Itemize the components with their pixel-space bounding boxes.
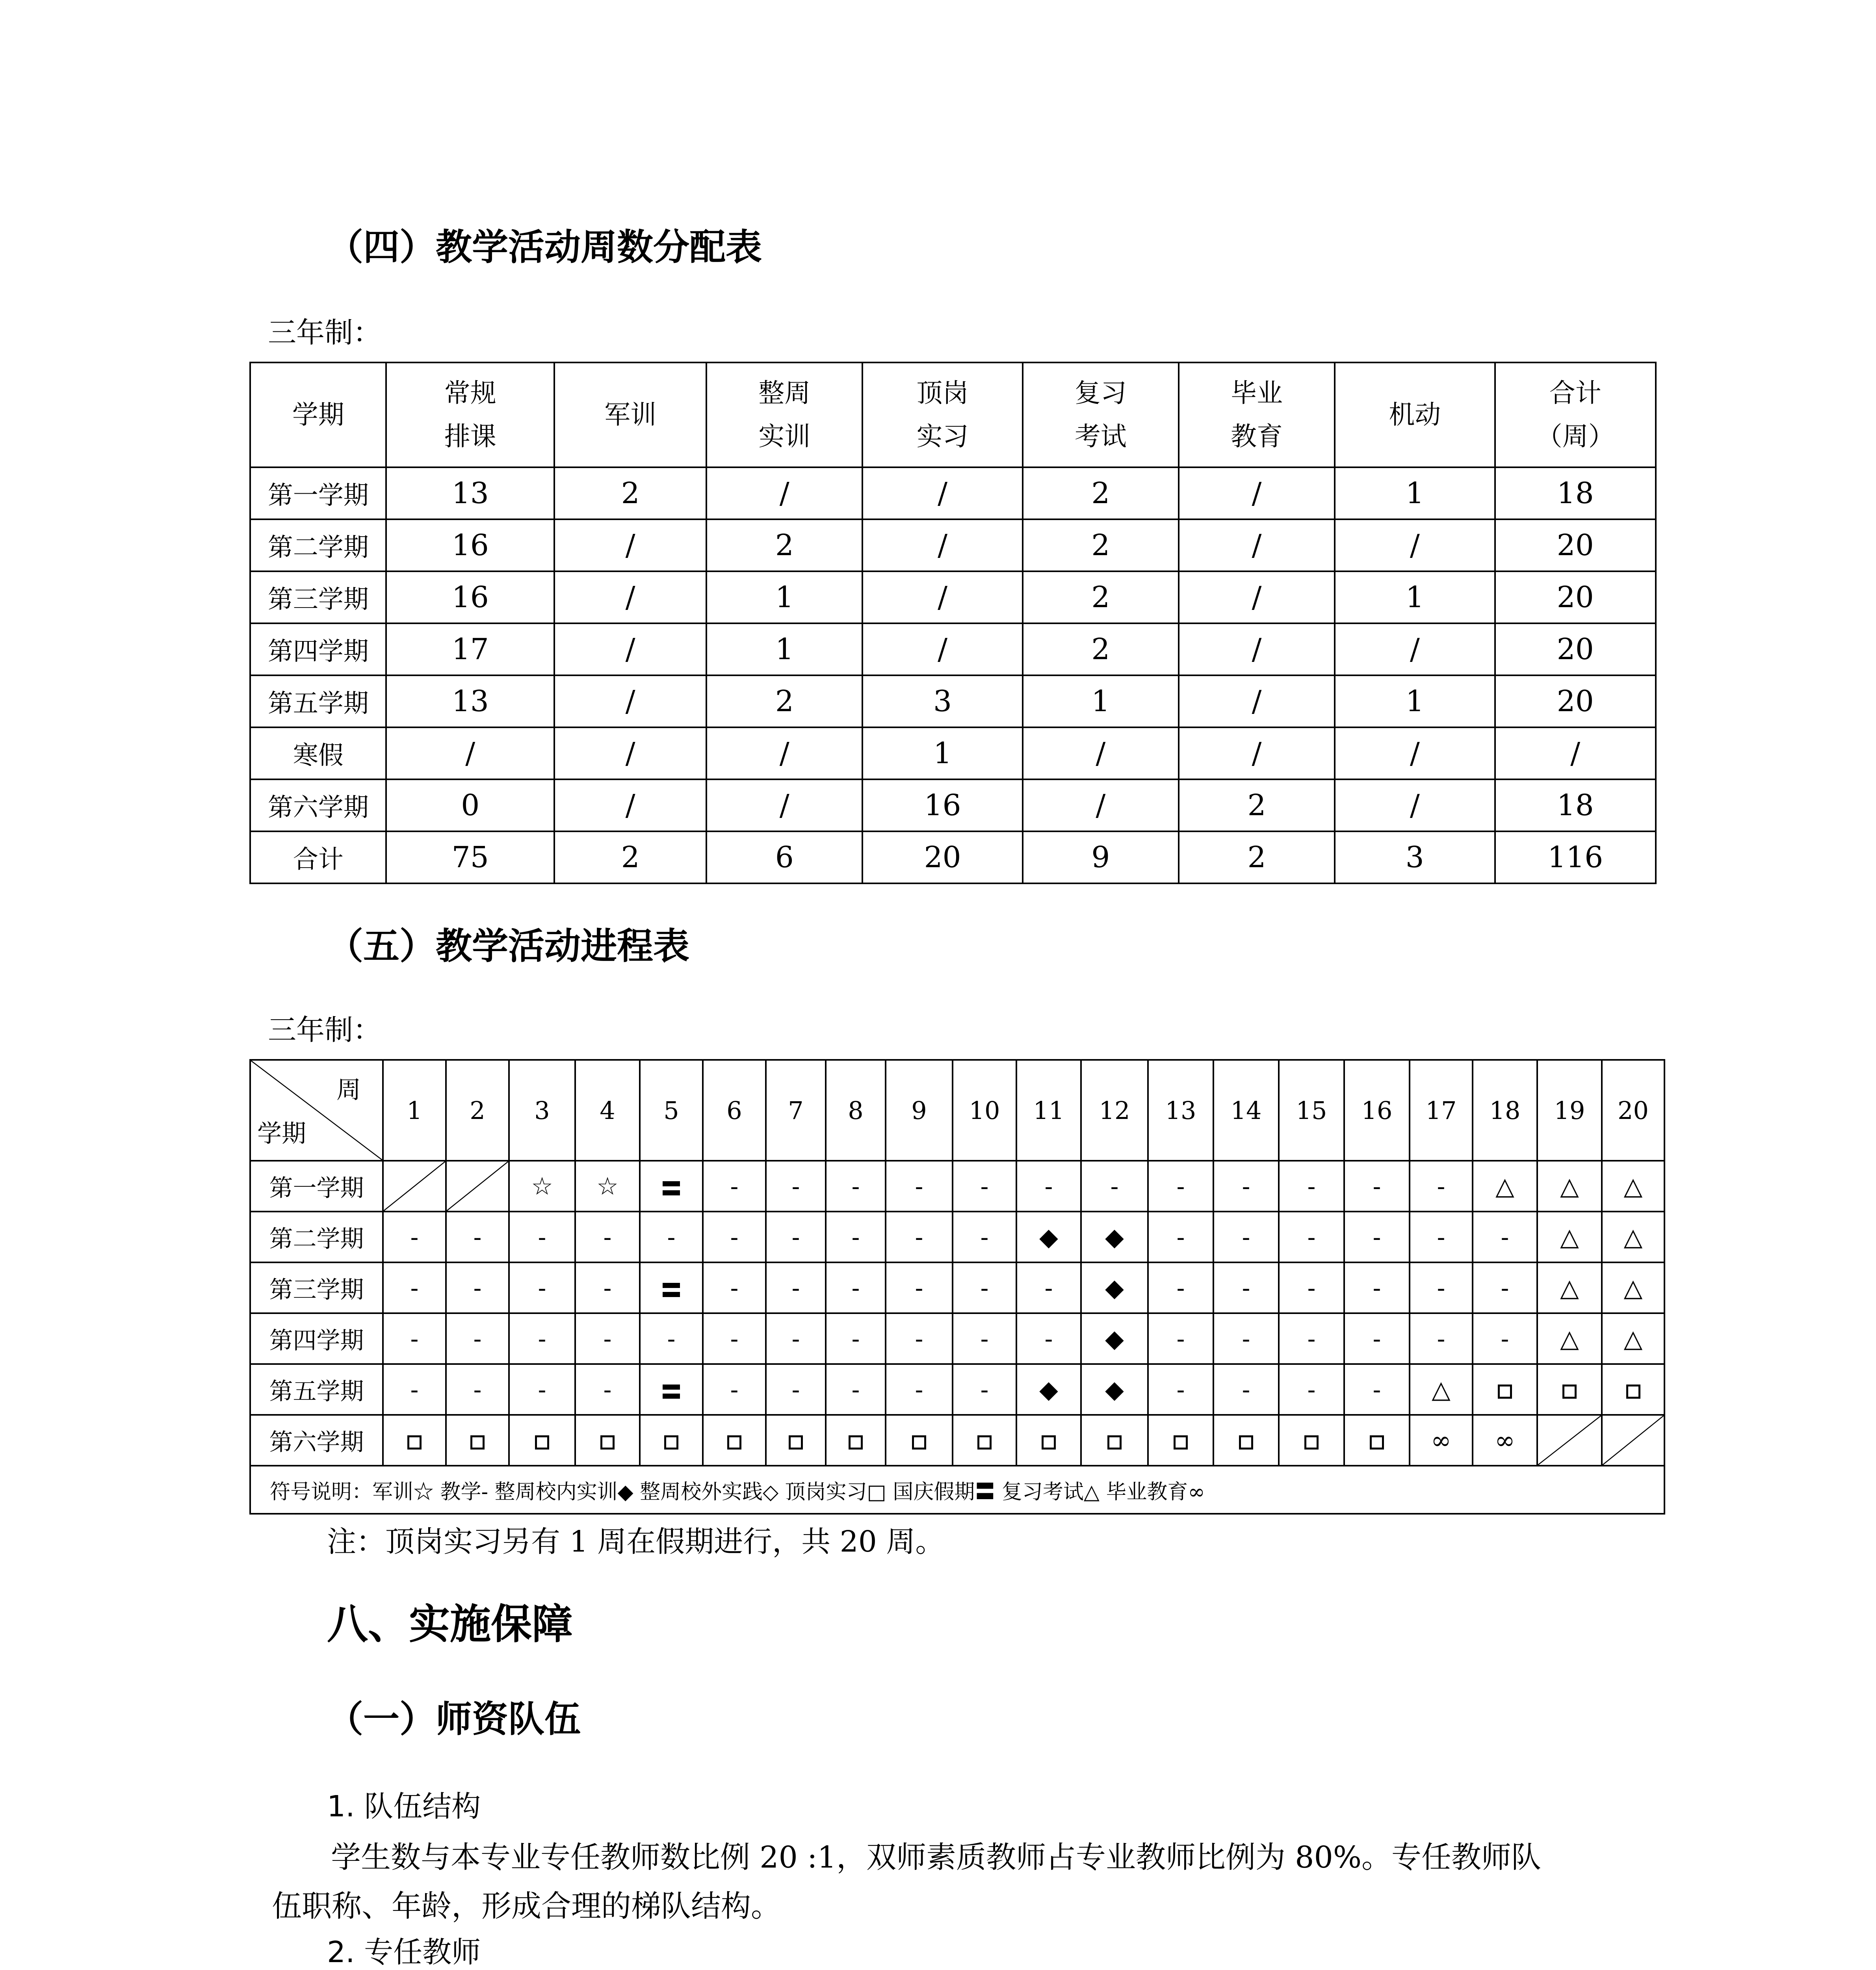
table-cell: /	[1335, 727, 1495, 779]
symbol-cell: -	[703, 1364, 766, 1415]
table-cell: /	[706, 727, 862, 779]
internship-icon	[535, 1435, 549, 1450]
teaching-progress-table	[249, 1059, 1665, 1515]
internship-symbol-cell	[766, 1415, 826, 1466]
internship-symbol-cell	[1081, 1415, 1148, 1466]
row-label-cell: 寒假	[250, 727, 386, 779]
week-header-cell: 13	[1148, 1060, 1213, 1161]
table-cell: /	[1335, 623, 1495, 675]
symbol-cell: ☆	[509, 1161, 575, 1212]
diagonal-line	[447, 1162, 508, 1211]
table-row	[250, 1364, 1664, 1415]
row-label-cell: 合计	[250, 831, 386, 883]
row-label-cell: 第四学期	[250, 1313, 383, 1364]
symbol-cell: -	[1016, 1313, 1081, 1364]
row-label-cell: 第二学期	[250, 519, 386, 571]
internship-icon	[1304, 1435, 1319, 1450]
symbol-cell: -	[1344, 1313, 1410, 1364]
internship-symbol-cell	[886, 1415, 953, 1466]
internship-icon	[1239, 1435, 1253, 1450]
table-cell: 116	[1495, 831, 1656, 883]
symbol-cell: -	[383, 1212, 446, 1262]
symbol-cell: △	[1602, 1262, 1664, 1313]
symbol-cell: -	[1016, 1262, 1081, 1313]
week-header-cell: 17	[1410, 1060, 1473, 1161]
table-cell: /	[862, 467, 1022, 519]
internship-icon	[1626, 1385, 1640, 1399]
item1-line: 伍职称、年龄，形成合理的梯队结构。	[272, 1888, 781, 1924]
table-cell: /	[554, 519, 706, 571]
row-label-cell: 第五学期	[250, 1364, 383, 1415]
symbol-cell: -	[886, 1161, 953, 1212]
internship-symbol-cell	[383, 1415, 446, 1466]
symbol-cell: -	[1279, 1262, 1344, 1313]
table-cell: 20	[1495, 571, 1656, 623]
symbol-cell: -	[1081, 1161, 1148, 1212]
holiday-icon	[663, 1180, 680, 1197]
symbol-cell: -	[826, 1313, 886, 1364]
symbol-cell: △	[1602, 1313, 1664, 1364]
symbol-cell: -	[826, 1212, 886, 1262]
internship-icon	[1042, 1435, 1056, 1450]
internship-icon	[1370, 1435, 1384, 1450]
table-cell: 2	[1179, 831, 1335, 883]
symbol-cell: -	[953, 1313, 1016, 1364]
table-row	[250, 1415, 1664, 1466]
internship-icon	[977, 1435, 992, 1450]
table-cell: 2	[1023, 623, 1179, 675]
symbol-cell: ◆	[1016, 1364, 1081, 1415]
table-cell: /	[706, 467, 862, 519]
symbol-cell: △	[1602, 1161, 1664, 1212]
week-header-cell: 20	[1602, 1060, 1664, 1161]
symbol-cell: △	[1410, 1364, 1473, 1415]
internship-icon	[1174, 1435, 1188, 1450]
table-row	[250, 1262, 1664, 1313]
symbol-cell: -	[1410, 1161, 1473, 1212]
empty-diagonal-cell	[446, 1161, 509, 1212]
table-cell: 20	[1495, 675, 1656, 727]
week-header-cell: 4	[575, 1060, 640, 1161]
table-cell: /	[1179, 519, 1335, 571]
header-cell-total: 合计 （周）	[1495, 362, 1656, 467]
diagonal-line	[1603, 1416, 1664, 1465]
symbol-cell: -	[766, 1262, 826, 1313]
symbol-cell: -	[575, 1364, 640, 1415]
symbol-cell: -	[886, 1364, 953, 1415]
symbol-cell: -	[886, 1212, 953, 1262]
symbol-cell: -	[1213, 1262, 1279, 1313]
internship-symbol-cell	[640, 1415, 703, 1466]
internship-icon	[789, 1435, 803, 1450]
internship-symbol-cell	[826, 1415, 886, 1466]
symbol-cell: -	[826, 1161, 886, 1212]
section5-label: 三年制：	[268, 1013, 382, 1046]
symbol-cell: -	[1473, 1313, 1537, 1364]
table-cell: /	[1179, 727, 1335, 779]
table-cell: /	[1023, 779, 1179, 831]
symbol-cell: -	[953, 1161, 1016, 1212]
symbol-cell: -	[1344, 1364, 1410, 1415]
item1-paragraph	[272, 1833, 1643, 1931]
table-row	[250, 623, 1656, 675]
table-cell: /	[554, 727, 706, 779]
internship-icon	[912, 1435, 926, 1450]
symbol-cell: ◆	[1081, 1262, 1148, 1313]
table-cell: /	[1179, 571, 1335, 623]
symbol-cell: -	[1344, 1262, 1410, 1313]
internship-symbol-cell	[1602, 1364, 1664, 1415]
header-cell-military: 军训	[554, 362, 706, 467]
internship-symbol-cell	[703, 1415, 766, 1466]
symbol-cell: -	[575, 1313, 640, 1364]
holiday-icon	[663, 1383, 680, 1400]
symbol-cell: △	[1537, 1262, 1602, 1313]
section4-label: 三年制：	[268, 316, 382, 349]
table-cell: /	[554, 675, 706, 727]
symbol-cell: -	[383, 1313, 446, 1364]
empty-diagonal-cell	[1537, 1415, 1602, 1466]
table-cell: 1	[1335, 571, 1495, 623]
symbol-cell: -	[446, 1364, 509, 1415]
row-label-cell: 第一学期	[250, 467, 386, 519]
symbol-cell: -	[766, 1364, 826, 1415]
item2-heading: 2. 专任教师	[327, 1935, 481, 1969]
week-header-cell: 6	[703, 1060, 766, 1161]
week-header-cell: 9	[886, 1060, 953, 1161]
table-cell: 6	[706, 831, 862, 883]
table-cell: 20	[862, 831, 1022, 883]
symbol-cell: -	[640, 1212, 703, 1262]
symbol-cell: ◆	[1081, 1313, 1148, 1364]
symbol-cell: △	[1537, 1212, 1602, 1262]
symbol-cell: -	[446, 1313, 509, 1364]
internship-icon	[727, 1435, 741, 1450]
table-cell: 18	[1495, 779, 1656, 831]
table-cell: 2	[1023, 519, 1179, 571]
table-cell: 20	[1495, 519, 1656, 571]
week-header-cell: 8	[826, 1060, 886, 1161]
symbol-cell: -	[1213, 1212, 1279, 1262]
table-row	[250, 727, 1656, 779]
symbol-cell: -	[703, 1212, 766, 1262]
internship-icon	[1562, 1385, 1577, 1399]
symbol-cell: ☆	[575, 1161, 640, 1212]
table-cell: 16	[862, 779, 1022, 831]
symbol-cell: -	[1148, 1161, 1213, 1212]
symbol-cell: -	[1279, 1313, 1344, 1364]
symbol-cell: -	[383, 1364, 446, 1415]
internship-symbol-cell	[1213, 1415, 1279, 1466]
header-cell-flexible: 机动	[1335, 362, 1495, 467]
table-cell: 0	[386, 779, 554, 831]
internship-symbol-cell	[1344, 1415, 1410, 1466]
table-row	[250, 831, 1656, 883]
table-cell: 18	[1495, 467, 1656, 519]
table-cell: /	[1179, 675, 1335, 727]
header-cell-internship: 顶岗 实习	[862, 362, 1022, 467]
symbol-cell: -	[703, 1161, 766, 1212]
symbol-cell: -	[575, 1262, 640, 1313]
sub1-title: （一）师资队伍	[327, 1698, 581, 1740]
symbol-cell: -	[509, 1262, 575, 1313]
symbol-cell: -	[575, 1212, 640, 1262]
row-label-cell: 第二学期	[250, 1212, 383, 1262]
table-row	[250, 1212, 1664, 1262]
symbol-cell: △	[1537, 1161, 1602, 1212]
symbol-cell: -	[1213, 1364, 1279, 1415]
table-cell: 16	[386, 571, 554, 623]
symbol-cell: △	[1473, 1161, 1537, 1212]
table-cell: /	[1495, 727, 1656, 779]
section4-title: （四）教学活动周数分配表	[327, 226, 762, 268]
table-cell: 1	[1335, 675, 1495, 727]
table-cell: 13	[386, 467, 554, 519]
symbol-cell: ◆	[1081, 1364, 1148, 1415]
row-label-cell: 第一学期	[250, 1161, 383, 1212]
symbol-cell: -	[1148, 1313, 1213, 1364]
internship-symbol-cell	[446, 1415, 509, 1466]
week-header-cell: 7	[766, 1060, 826, 1161]
row-label-cell: 第六学期	[250, 779, 386, 831]
week-header-cell: 2	[446, 1060, 509, 1161]
symbol-cell: -	[1344, 1161, 1410, 1212]
row-label-cell: 第三学期	[250, 571, 386, 623]
table-cell: 2	[706, 519, 862, 571]
symbol-cell: -	[1410, 1212, 1473, 1262]
internship-icon	[664, 1435, 678, 1450]
symbol-cell: △	[1537, 1313, 1602, 1364]
empty-diagonal-cell	[383, 1161, 446, 1212]
table-row	[250, 1313, 1664, 1364]
internship-symbol-cell	[1279, 1415, 1344, 1466]
table-cell: 13	[386, 675, 554, 727]
symbol-cell: ◆	[1016, 1212, 1081, 1262]
symbol-cell: -	[886, 1262, 953, 1313]
week-header-cell: 14	[1213, 1060, 1279, 1161]
table-row	[250, 675, 1656, 727]
table-cell: /	[1179, 467, 1335, 519]
header-cell-exam: 复习 考试	[1023, 362, 1179, 467]
week-header-cell: 10	[953, 1060, 1016, 1161]
table-cell: 2	[706, 675, 862, 727]
symbol-cell: -	[953, 1262, 1016, 1313]
table-cell: 16	[386, 519, 554, 571]
table-header-row	[250, 1060, 1664, 1161]
header-cell-graduation: 毕业 教育	[1179, 362, 1335, 467]
symbol-cell: -	[383, 1262, 446, 1313]
table-cell: /	[1023, 727, 1179, 779]
corner-semester-label: 学期	[257, 1119, 306, 1148]
table-cell: /	[554, 571, 706, 623]
internship-symbol-cell	[1016, 1415, 1081, 1466]
header-cell-regular: 常规 排课	[386, 362, 554, 467]
symbol-cell: -	[509, 1364, 575, 1415]
week-header-cell: 16	[1344, 1060, 1410, 1161]
table-row	[250, 1161, 1664, 1212]
table-cell: 1	[862, 727, 1022, 779]
table-cell: 2	[554, 467, 706, 519]
internship-icon	[1107, 1435, 1122, 1450]
symbol-cell: -	[766, 1313, 826, 1364]
table-header-row	[250, 362, 1656, 467]
table-cell: /	[862, 623, 1022, 675]
table-cell: /	[706, 779, 862, 831]
corner-week-label: 周	[336, 1075, 361, 1104]
internship-icon	[470, 1435, 485, 1450]
holiday-symbol-cell	[640, 1364, 703, 1415]
table-row	[250, 571, 1656, 623]
symbol-cell: ∞	[1410, 1415, 1473, 1466]
weeks-allocation-table	[249, 362, 1657, 884]
table-cell: 1	[1335, 467, 1495, 519]
table-cell: 2	[1179, 779, 1335, 831]
week-header-cell: 11	[1016, 1060, 1081, 1161]
symbol-cell: -	[826, 1364, 886, 1415]
holiday-icon	[663, 1281, 680, 1299]
item1-line: 学生数与本专业专任教师数比例 20 :1，双师素质教师占专业教师比例为 80%。专任教师队	[331, 1840, 1542, 1875]
symbol-cell: -	[703, 1262, 766, 1313]
symbol-cell: -	[1148, 1212, 1213, 1262]
table-cell: /	[386, 727, 554, 779]
symbol-cell: -	[826, 1262, 886, 1313]
symbol-cell: -	[446, 1262, 509, 1313]
internship-symbol-cell	[1473, 1364, 1537, 1415]
legend-row	[250, 1466, 1664, 1514]
symbol-cell: -	[1410, 1262, 1473, 1313]
internship-symbol-cell	[1148, 1415, 1213, 1466]
symbol-cell: -	[953, 1364, 1016, 1415]
diagonal-line	[384, 1162, 445, 1211]
internship-icon	[1498, 1385, 1512, 1399]
symbol-cell: -	[1279, 1212, 1344, 1262]
symbol-cell: -	[1016, 1161, 1081, 1212]
table-cell: /	[554, 623, 706, 675]
symbol-cell: ◆	[1081, 1212, 1148, 1262]
table-cell: 2	[1023, 467, 1179, 519]
internship-symbol-cell	[953, 1415, 1016, 1466]
empty-diagonal-cell	[1602, 1415, 1664, 1466]
row-label-cell: 第六学期	[250, 1415, 383, 1466]
week-header-cell: 3	[509, 1060, 575, 1161]
internship-note: 注：顶岗实习另有 1 周在假期进行，共 20 周。	[327, 1525, 945, 1559]
header-cell-semester: 学期	[250, 362, 386, 467]
symbol-cell: -	[1344, 1212, 1410, 1262]
internship-icon	[407, 1435, 422, 1450]
table-cell: 2	[554, 831, 706, 883]
symbol-cell: -	[886, 1313, 953, 1364]
week-header-cell: 18	[1473, 1060, 1537, 1161]
symbol-cell: -	[1148, 1262, 1213, 1313]
week-header-cell: 1	[383, 1060, 446, 1161]
symbol-cell: -	[509, 1313, 575, 1364]
table-cell: 3	[1335, 831, 1495, 883]
corner-header-cell	[250, 1060, 383, 1161]
table-cell: 1	[706, 571, 862, 623]
table-cell: 2	[1023, 571, 1179, 623]
symbol-cell: -	[766, 1161, 826, 1212]
section5-title: （五）教学活动进程表	[327, 925, 690, 967]
symbol-cell: -	[1148, 1364, 1213, 1415]
week-header-cell: 12	[1081, 1060, 1148, 1161]
symbol-cell: -	[1213, 1313, 1279, 1364]
symbol-cell: -	[1410, 1313, 1473, 1364]
symbol-cell: -	[640, 1313, 703, 1364]
row-label-cell: 第三学期	[250, 1262, 383, 1313]
symbol-cell: -	[446, 1212, 509, 1262]
symbol-cell: -	[1473, 1262, 1537, 1313]
table-cell: 17	[386, 623, 554, 675]
symbol-cell: △	[1602, 1212, 1664, 1262]
symbol-cell: -	[1213, 1161, 1279, 1212]
table-cell: /	[1335, 519, 1495, 571]
table-cell: 20	[1495, 623, 1656, 675]
symbol-legend: 符号说明：军训☆ 教学- 整周校内实训◆ 整周校外实践◇ 顶岗实习□ 国庆假期〓 复习考试△ 毕业教育∞	[250, 1466, 1664, 1514]
holiday-symbol-cell	[640, 1262, 703, 1313]
table-cell: 3	[862, 675, 1022, 727]
internship-symbol-cell	[509, 1415, 575, 1466]
chapter-title: 八、实施保障	[327, 1600, 573, 1648]
table-cell: /	[862, 519, 1022, 571]
table-cell: 1	[1023, 675, 1179, 727]
symbol-cell: -	[509, 1212, 575, 1262]
table-cell: /	[862, 571, 1022, 623]
header-cell-training: 整周 实训	[706, 362, 862, 467]
week-header-cell: 15	[1279, 1060, 1344, 1161]
week-header-cell: 19	[1537, 1060, 1602, 1161]
table-cell: 9	[1023, 831, 1179, 883]
table-row	[250, 467, 1656, 519]
symbol-cell: -	[703, 1313, 766, 1364]
table-cell: /	[1179, 623, 1335, 675]
table-cell: /	[554, 779, 706, 831]
internship-symbol-cell	[575, 1415, 640, 1466]
table-cell: /	[1335, 779, 1495, 831]
internship-icon	[849, 1435, 863, 1450]
table-row	[250, 519, 1656, 571]
table-cell: 75	[386, 831, 554, 883]
row-label-cell: 第五学期	[250, 675, 386, 727]
symbol-cell: -	[1279, 1364, 1344, 1415]
table-row	[250, 779, 1656, 831]
diagonal-line	[1538, 1416, 1601, 1465]
symbol-cell: ∞	[1473, 1415, 1537, 1466]
symbol-cell: -	[1279, 1161, 1344, 1212]
symbol-cell: -	[953, 1212, 1016, 1262]
holiday-symbol-cell	[640, 1161, 703, 1212]
internship-icon	[600, 1435, 615, 1450]
symbol-cell: -	[766, 1212, 826, 1262]
row-label-cell: 第四学期	[250, 623, 386, 675]
internship-symbol-cell	[1537, 1364, 1602, 1415]
table-cell: 1	[706, 623, 862, 675]
symbol-cell: -	[1473, 1212, 1537, 1262]
week-header-cell: 5	[640, 1060, 703, 1161]
item1-heading: 1. 队伍结构	[327, 1790, 481, 1823]
